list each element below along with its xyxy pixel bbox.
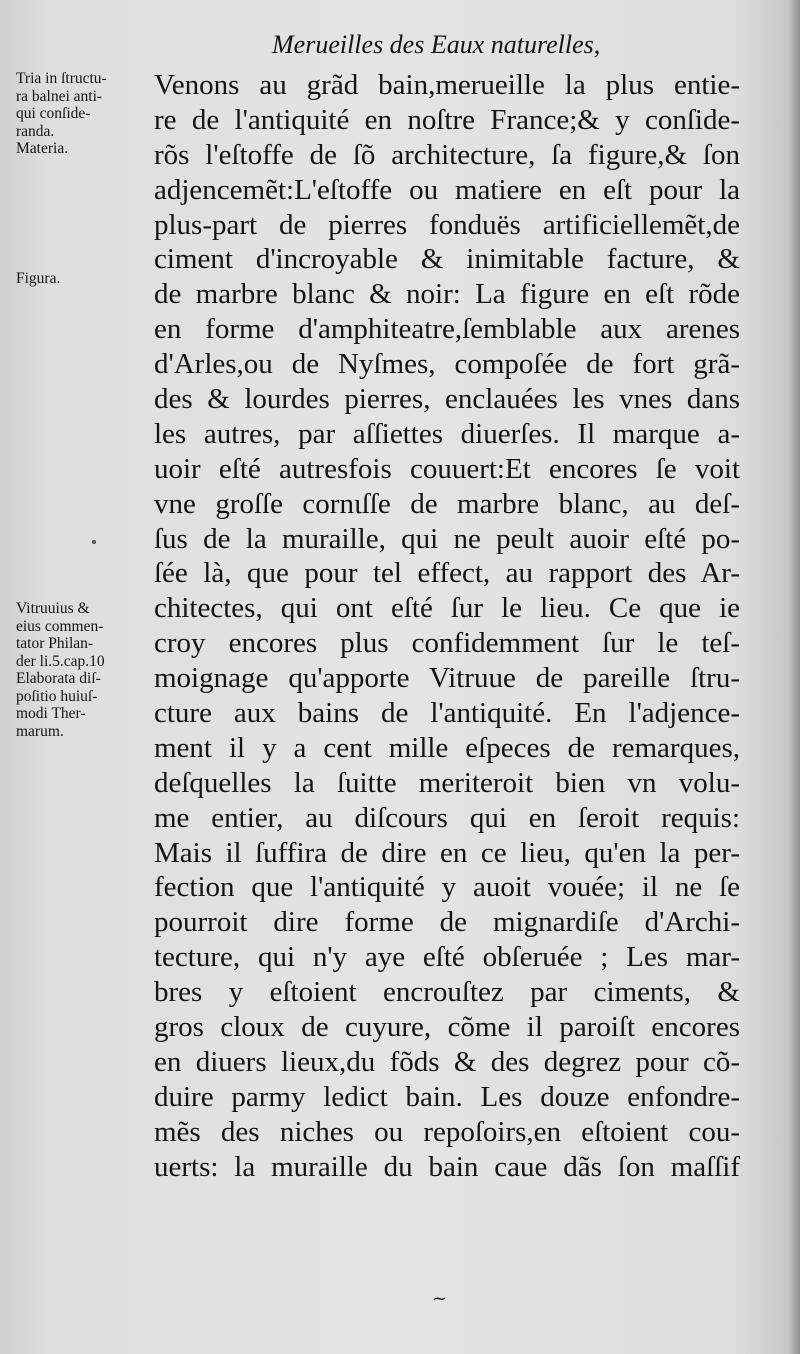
text-line: moignage qu'apporte Vitruue de pareille ſtru-	[154, 662, 740, 695]
margin-note-vitruuius	[16, 600, 105, 740]
page-edge-shadow	[788, 0, 800, 1354]
text-line: rõs l'eſtoffe de ſõ architecture, ſa figure,& ſon	[154, 138, 740, 171]
text-line: ſus de la muraille, qui ne peult auoir eſté po-	[154, 522, 740, 555]
text-line: fection que l'antiquité y auoit vouée; il ne ſe	[154, 871, 740, 904]
text-line: en diuers lieux,du fõds & des degrez pour cõ-	[154, 1045, 740, 1078]
margin-note-line: Materia.	[16, 140, 69, 157]
text-line: cture aux bains de l'antiquité. En l'adjence-	[154, 697, 740, 730]
margin-note-line: poſitio huiuſ-	[16, 687, 98, 705]
text-line: croy encores plus confidemment ſur le teſ-	[154, 627, 740, 660]
text-line: ciment d'incroyable & inimitable facture, &	[154, 243, 740, 276]
margin-note-line: marum.	[16, 722, 64, 740]
text-line: mẽs des niches ou repoſoirs,en eſtoient cou-	[154, 1115, 740, 1148]
margin-note-line: Tria in ſtructu-	[16, 70, 107, 87]
text-line: vne groſſe cornιſſe de marbre blanc, au deſ-	[154, 487, 740, 520]
margin-note-figura	[16, 270, 60, 288]
text-line: deſquelles la ſuitte meriteroit bien vn volu-	[154, 766, 740, 799]
text-line: adjencemẽt:L'eſtoffe ou matiere en eſt pour la	[154, 173, 740, 206]
text-line: des & lourdes pierres, enclauées les vnes dans	[154, 383, 740, 416]
margin-note-line: Figura.	[16, 270, 61, 287]
text-line: de marbre blanc & noir: La figure en eſt rõde	[154, 278, 740, 311]
text-line: d'Arles,ou de Nyſmes, compoſée de fort grã-	[154, 348, 740, 381]
text-line: me entier, au diſcours qui en ſeroit requis:	[154, 801, 740, 834]
margin-note-structure	[16, 70, 107, 158]
margin-note-line: der li.5.cap.10	[16, 652, 105, 670]
text-line: gros cloux de cuyure, cõme il paroiſt encores	[154, 1011, 740, 1044]
margin-note-line: Vitruuius &	[16, 600, 90, 617]
margin-note-line: qui conſide-	[16, 105, 91, 122]
running-head: Merueilles des Eaux naturelles,	[272, 30, 601, 59]
text-line: duire parmy ledict bain. Les douze enfondre-	[154, 1080, 740, 1113]
margin-note-line: ra balnei anti-	[16, 87, 103, 105]
margin-note-line: tator Philan-	[16, 635, 94, 652]
text-line: uoir eſté autresfois couuert:Et encores ſe voit	[154, 452, 740, 485]
margin-note-line: modi Ther-	[16, 705, 86, 722]
margin-note-line: Elaborata diſ-	[16, 670, 101, 687]
text-line: Mais il ſuffira de dire en ce lieu, qu'en la per-	[154, 836, 740, 869]
text-line: Venons au grãd bain,merueille la plus entie-	[154, 69, 740, 101]
text-line: plus-part de pierres fonduës artificiellemẽt,de	[154, 208, 740, 241]
margin-note-line: eius commen-	[16, 617, 104, 635]
text-line: uerts: la muraille du bain caue dãs ſon maſſif	[154, 1150, 740, 1183]
text-line: re de l'antiquité en noſtre France;& y conſide-	[154, 103, 740, 136]
text-line: pourroit dire forme de mignardiſe d'Archi-	[154, 906, 740, 939]
text-line: tecture, qui n'y aye eſté obſeruée ; Les mar-	[154, 941, 740, 974]
margin-note-line: randa.	[16, 122, 55, 140]
text-line: ment il y a cent mille eſpeces de remarques,	[154, 731, 740, 764]
text-line: chitectes, qui ont eſté ſur le lieu. Ce que ie	[154, 592, 740, 625]
folio-mark: ~	[432, 1288, 448, 1309]
text-line: en forme d'amphiteatre,ſemblable aux arenes	[154, 313, 740, 346]
text-line: les autres, par aſſiettes diuerſes. Il marque a-	[154, 417, 740, 450]
text-line: bres y eſtoient encrouſtez par ciments, &	[154, 976, 740, 1009]
text-line: ſée là, que pour tel effect, au rapport des Ar-	[154, 557, 740, 590]
main-text-block	[154, 68, 740, 1185]
ink-speck	[92, 540, 96, 544]
